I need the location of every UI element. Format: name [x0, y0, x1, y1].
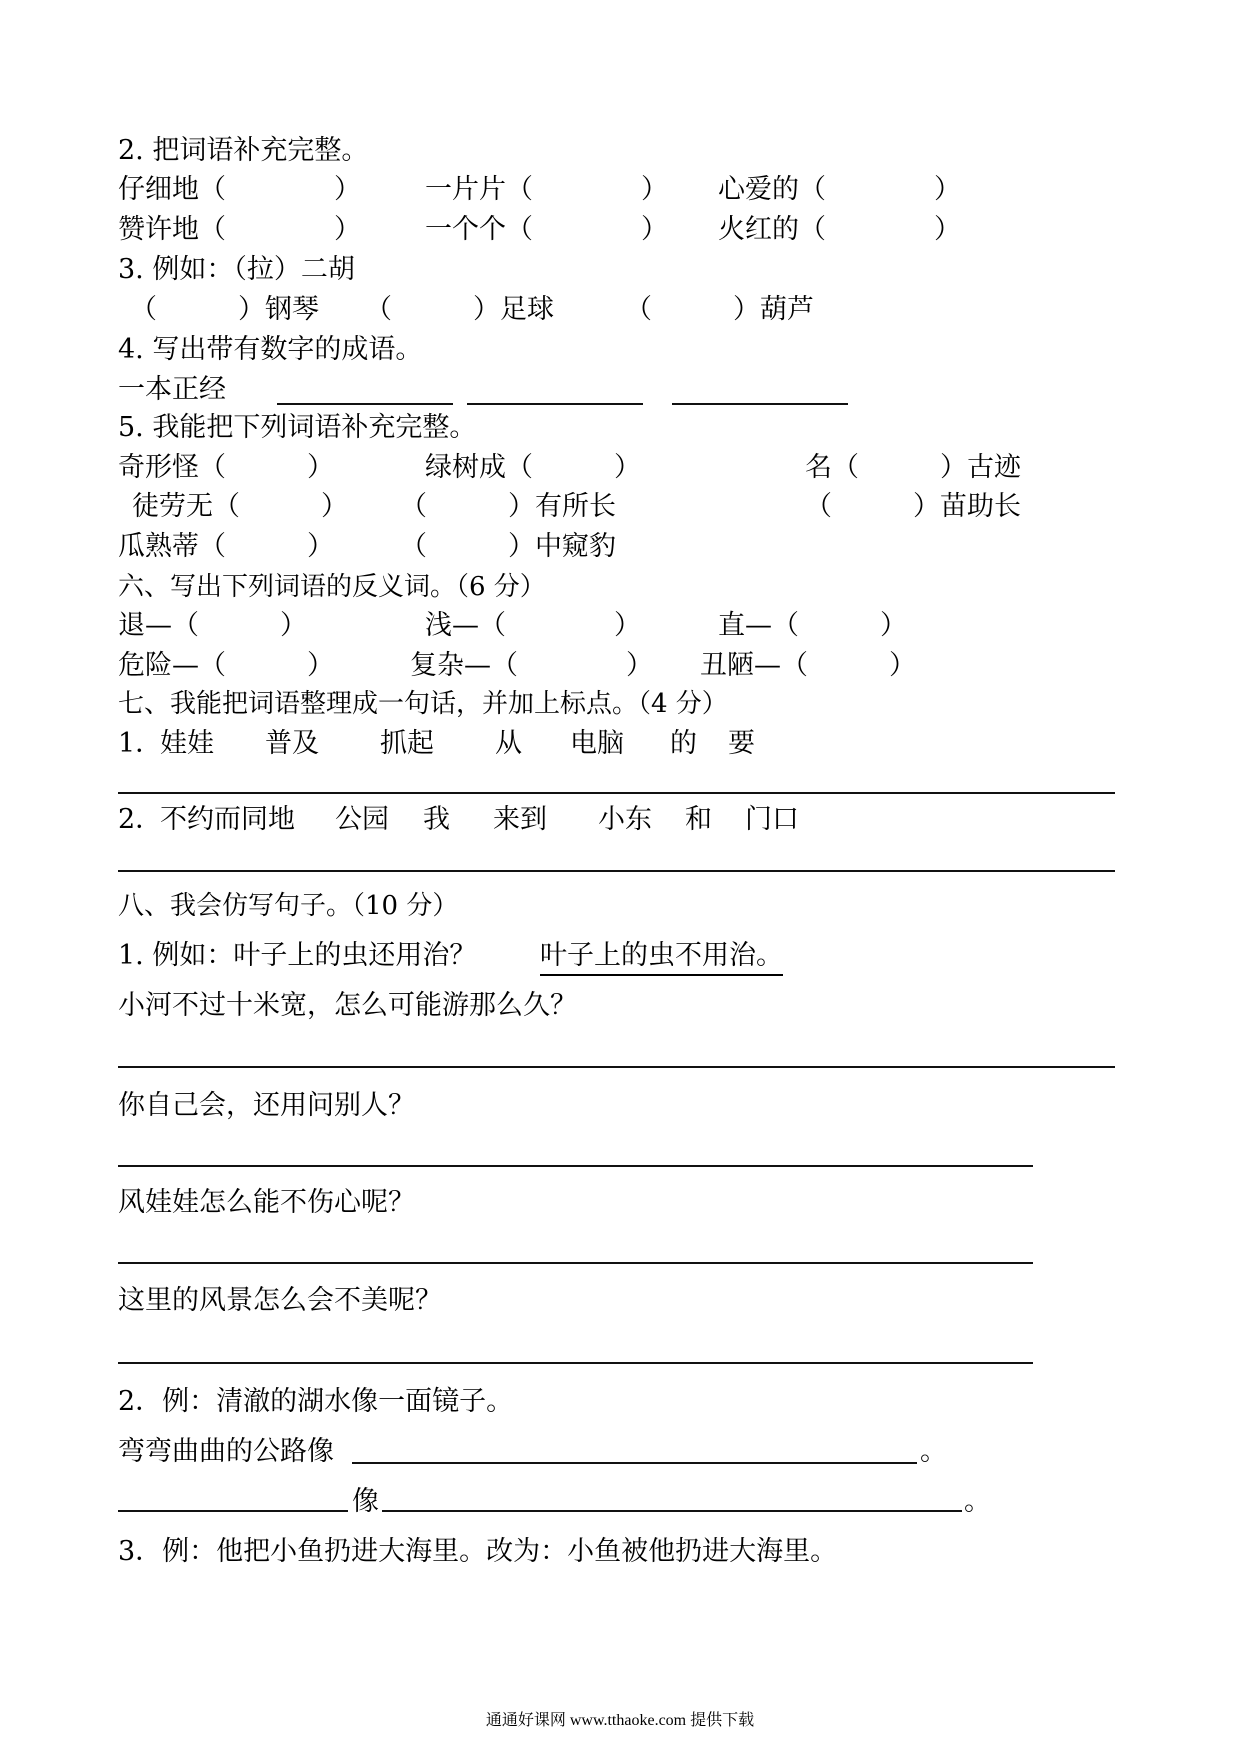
- s8-q2-line2-blank-right[interactable]: [382, 1510, 962, 1512]
- s8-q1-example-answer: 叶子上的虫不用治。: [540, 938, 783, 976]
- section-7-title: 七、我能把词语整理成一句话，并加上标点。（4 分）: [118, 689, 728, 719]
- s8-q1-example: 1. 例如：叶子上的虫还用治？: [118, 940, 477, 971]
- q2-row1-item3: 心爱的（ ）: [718, 174, 961, 205]
- q5-row1-item3: 名（ ）古迹: [805, 452, 1021, 483]
- s8-q2-line1-blank[interactable]: [352, 1462, 917, 1464]
- q5-row2-item1: 徒劳无（ ）: [132, 491, 348, 522]
- q4-answer-line-1[interactable]: [277, 403, 453, 405]
- q3-item2: （ ）足球: [365, 294, 554, 325]
- s7-q2-word: 和: [685, 804, 712, 835]
- section-6-title: 六、写出下列词语的反义词。（6 分）: [118, 572, 546, 602]
- s7-q2-word: 门口: [745, 804, 799, 835]
- s7-q1-word: 娃娃: [160, 728, 214, 759]
- s8-q2-example: 2．例：清澈的湖水像一面镜子。: [118, 1386, 514, 1417]
- q4-answer-line-2[interactable]: [467, 403, 643, 405]
- q2-row2-item3: 火红的（ ）: [718, 214, 961, 245]
- s7-q1-word: 抓起: [380, 728, 434, 759]
- s6-row1-item1: 退—（ ）: [118, 610, 307, 641]
- q2-row2-item1: 赞许地（ ）: [118, 214, 361, 245]
- s8-q2-line2-blank-left[interactable]: [118, 1510, 348, 1512]
- s6-row1-item2: 浅—（ ）: [425, 610, 641, 641]
- s8-sentence-4: 这里的风景怎么会不美呢？: [118, 1285, 442, 1316]
- s6-row1-item3: 直—（ ）: [718, 610, 907, 641]
- s7-q2-word: 公园: [335, 804, 389, 835]
- s8-sentence-4-answer-line[interactable]: [118, 1362, 1033, 1364]
- q4-answer-line-3[interactable]: [672, 403, 848, 405]
- s7-q2-word: 我: [423, 804, 450, 835]
- q2-row1-item1: 仔细地（ ）: [118, 174, 361, 205]
- s8-q2-line2-mid: 像: [352, 1486, 379, 1517]
- s7-q2-number: 2．: [118, 804, 163, 835]
- s7-q1-number: 1．: [118, 728, 163, 759]
- q5-row3-item2: （ ）中窥豹: [400, 531, 616, 562]
- q3-item3: （ ）葫芦: [625, 294, 814, 325]
- s7-q2-word: 不约而同地: [160, 804, 295, 835]
- s8-q2-line2-period: 。: [964, 1486, 991, 1517]
- page-footer: 通通好课网 www.tthaoke.com 提供下载: [485, 1712, 755, 1729]
- q3-item1: （ ）钢琴: [130, 294, 319, 325]
- section-8-title: 八、我会仿写句子。（10 分）: [118, 891, 459, 921]
- q5-row3-item1: 瓜熟蒂（ ）: [118, 531, 334, 562]
- s7-q1-word: 要: [728, 728, 755, 759]
- s8-q2-line1-period: 。: [920, 1436, 947, 1467]
- s6-row2-item1: 危险—（ ）: [118, 650, 334, 681]
- s8-sentence-2: 你自己会，还用问别人？: [118, 1090, 415, 1121]
- s8-sentence-1-answer-line[interactable]: [118, 1066, 1115, 1068]
- q5-row2-item2: （ ）有所长: [400, 491, 616, 522]
- s6-row2-item3: 丑陋—（ ）: [700, 650, 916, 681]
- s8-sentence-3: 风娃娃怎么能不伤心呢？: [118, 1187, 415, 1218]
- q2-row2-item2: 一个个（ ）: [425, 214, 668, 245]
- q3-title: 3. 例如：（拉）二胡: [118, 254, 355, 285]
- s7-q1-word: 电脑: [570, 728, 624, 759]
- s8-q2-line1-prefix: 弯弯曲曲的公路像: [118, 1436, 334, 1467]
- s8-sentence-1: 小河不过十米宽，怎么可能游那么久？: [118, 990, 577, 1021]
- s7-q1-word: 的: [670, 728, 697, 759]
- s7-q2-word: 来到: [493, 804, 547, 835]
- s7-q2-answer-line[interactable]: [118, 870, 1115, 872]
- s8-q3-example: 3．例：他把小鱼扔进大海里。改为：小鱼被他扔进大海里。: [118, 1536, 838, 1567]
- s7-q1-answer-line[interactable]: [118, 792, 1115, 794]
- q5-title: 5. 我能把下列词语补充完整。: [118, 412, 477, 443]
- q5-row2-item3: （ ）苗助长: [805, 491, 1021, 522]
- s8-sentence-3-answer-line[interactable]: [118, 1262, 1033, 1264]
- s8-sentence-2-answer-line[interactable]: [118, 1165, 1033, 1167]
- q2-row1-item2: 一片片（ ）: [425, 174, 668, 205]
- q4-example: 一本正经: [118, 374, 226, 405]
- q2-title: 2. 把词语补充完整。: [118, 135, 369, 166]
- s6-row2-item2: 复杂—（ ）: [410, 650, 653, 681]
- q4-title: 4. 写出带有数字的成语。: [118, 334, 423, 365]
- s7-q1-word: 从: [495, 728, 522, 759]
- q5-row1-item1: 奇形怪（ ）: [118, 452, 334, 483]
- q5-row1-item2: 绿树成（ ）: [425, 452, 641, 483]
- s7-q1-word: 普及: [265, 728, 319, 759]
- s7-q2-word: 小东: [598, 804, 652, 835]
